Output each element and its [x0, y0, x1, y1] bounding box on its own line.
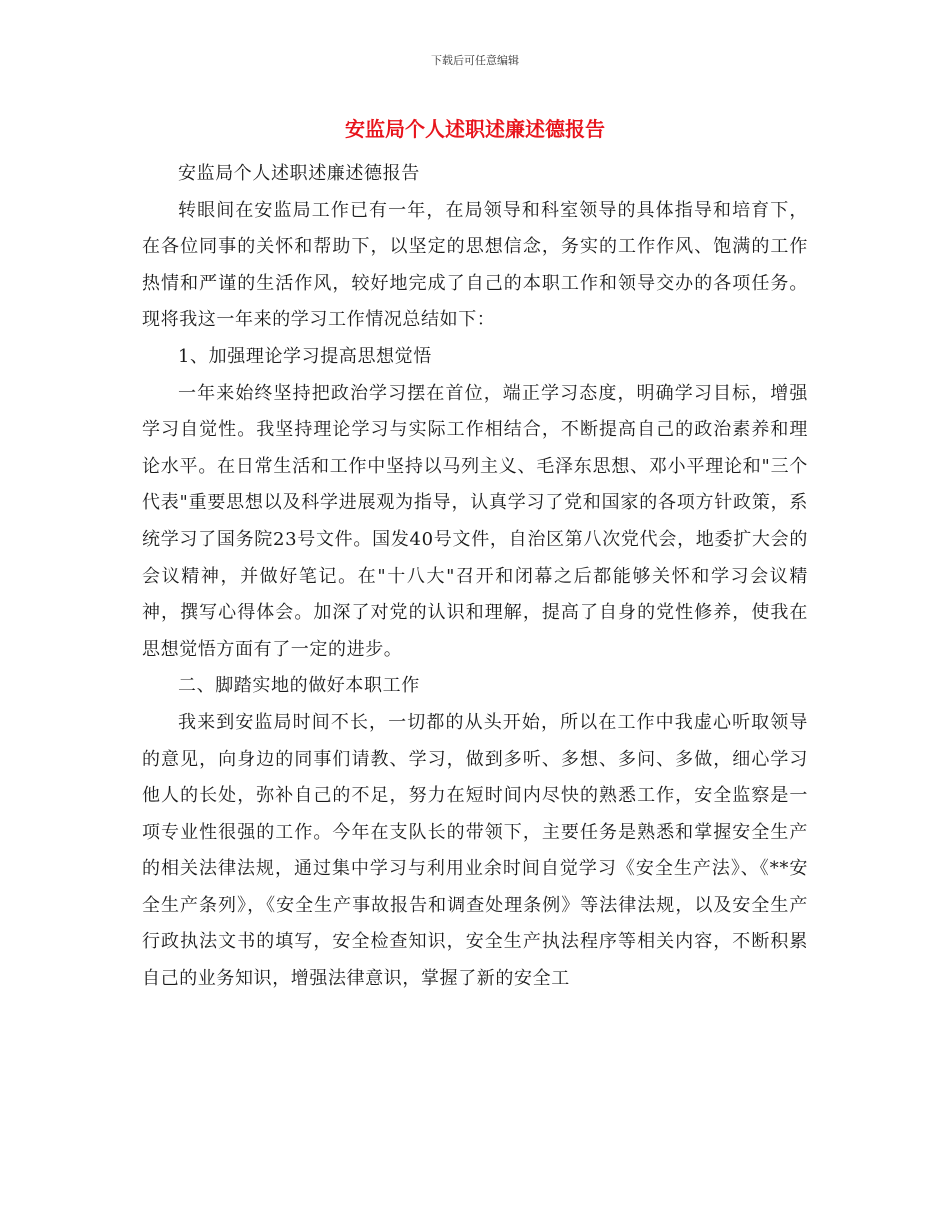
- document-title: 安监局个人述职述廉述德报告: [345, 117, 605, 141]
- section-heading-2: 二、脚踏实地的做好本职工作: [178, 675, 420, 697]
- paragraph-section-1: 一年来始终坚持把政治学习摆在首位，端正学习态度，明确学习目标，增强学习自觉性。我坚持理论学习与实际工作相结合，不断提高自己的政治素养和理论水平。在日常生活和工作中坚持以马列主义、毛泽东思想、邓小平理论和"三个代表"重要思想以及科学进展观为指导，认真学习了党和国家的各项方针政策，系统学习了国务院23号文件。国发40号文件，自治区第八次党代会，地委扩大会的会议精神，并做好笔记。在"十八大"召开和闭幕之后都能够关怀和学习会议精神，撰写心得体会。加深了对党的认识和理解，提高了自身的党性修养，使我在思想觉悟方面有了一定的进步。: [142, 382, 808, 660]
- page-header-note: 下载后可任意编辑: [431, 54, 519, 67]
- paragraph-section-2: 我来到安监局时间不长，一切都的从头开始，所以在工作中我虚心听取领导的意见，向身边的同事们请教、学习，做到多听、多想、多问、多做，细心学习他人的长处，弥补自己的不足，努力在短时间内尽快的熟悉工作，安全监察是一项专业性很强的工作。今年在支队长的带领下，主要任务是熟悉和掌握安全生产的相关法律法规，通过集中学习与利用业余时间自觉学习《安全生产法》、《**安全生产条列》，《安全生产事故报告和调查处理条例》等法律法规，以及安全生产行政执法文书的填写，安全检查知识，安全生产执法程序等相关内容，不断积累自己的业务知识，增强法律意识，掌握了新的安全工: [142, 711, 808, 990]
- paragraph-intro: 转眼间在安监局工作已有一年，在局领导和科室领导的具体指导和培育下，在各位同事的关怀和帮助下，以坚定的思想信念，务实的工作作风、饱满的工作热情和严谨的生活作风，较好地完成了自己的本职工作和领导交办的各项任务。现将我这一年来的学习工作情况总结如下：: [142, 199, 808, 331]
- section-heading-1: 1、加强理论学习提高思想觉悟: [178, 345, 432, 367]
- paragraph-subtitle: 安监局个人述职述廉述德报告: [178, 163, 420, 184]
- document-body: [142, 156, 808, 998]
